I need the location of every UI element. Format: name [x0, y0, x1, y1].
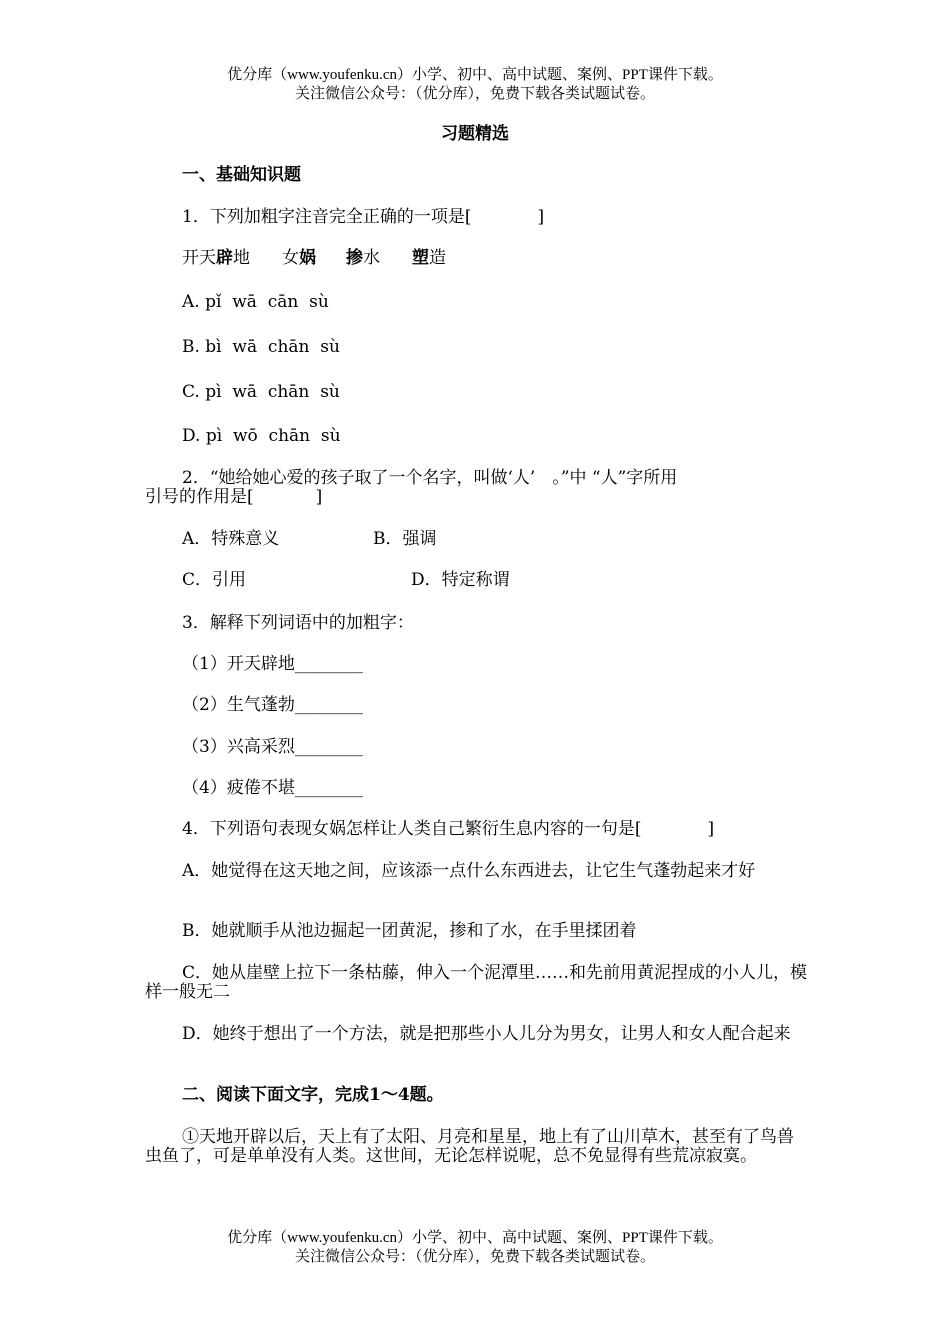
q3-item-2: （2）生气蓬勃________ [182, 695, 363, 715]
q1-word-4: 塑造 [412, 248, 446, 268]
q4-stem [182, 820, 714, 839]
q1-bracket-close: ] [537, 207, 545, 227]
q3-item-4: （4）疲倦不堪________ [182, 778, 363, 798]
q1-word-3: 掺水 [346, 248, 380, 268]
q1-stem-text: 1．下列加粗字注音完全正确的一项是[ [182, 207, 472, 227]
header-line-1: 优分库（www.youfenku.cn）小学、初中、高中试题、案例、PPT课件下载。 [227, 67, 723, 83]
q1-option-b: B. bì wā chān sù [182, 337, 340, 357]
q1-words [182, 249, 446, 268]
section-1-heading: 一、基础知识题 [182, 165, 301, 185]
reading-paragraph-1: ①天地开辟以后，天上有了太阳、月亮和星星，地上有了山川草木，甚至有了鸟兽虫鱼了，可是单单没有人类。这世间，无论怎样说呢，总不免显得有些荒凉寂寞。 [145, 1127, 794, 1166]
q2-stem-line-1: 2．“她给她心爱的孩子取了一个名字，叫做‘人’ 。”中 “人”字所用 [182, 468, 678, 488]
footer-line-2: 关注微信公众号：（优分库），免费下载各类试题试卷。 [294, 1249, 655, 1265]
q2-stem-line-2 [145, 488, 322, 507]
header-line-2: 关注微信公众号：（优分库），免费下载各类试题试卷。 [294, 86, 655, 102]
section-2-heading: 二、阅读下面文字，完成1～4题。 [182, 1085, 444, 1105]
q1-option-d: D. pì wō chān sù [182, 426, 341, 446]
q2-option-d: D．特定称谓 [411, 570, 510, 590]
q2-stem-text: 引号的作用是[ [145, 487, 254, 507]
q3-stem: 3．解释下列词语中的加粗字： [182, 613, 414, 633]
q2-option-b: B．强调 [373, 529, 437, 549]
q1-option-a: A. pǐ wā cān sù [182, 292, 329, 312]
q4-bracket-close: ] [707, 819, 715, 839]
q2-option-c: C．引用 [182, 570, 247, 590]
q1-stem [182, 208, 544, 227]
q2-option-a: A．特殊意义 [182, 529, 280, 549]
q4-option-d: D．她终于想出了一个方法，就是把那些小人儿分为男女，让男人和女人配合起来 [182, 1024, 791, 1044]
q4-option-c: C．她从崖壁上拉下一条枯藤，伸入一个泥潭里……和先前用黄泥捏成的小人儿，模样一般无二 [145, 963, 808, 1002]
q4-option-b: B．她就顺手从池边掘起一团黄泥，掺和了水，在手里揉团着 [182, 921, 637, 941]
q1-word-1: 开天辟地 [182, 248, 250, 268]
q4-stem-text: 4．下列语句表现女娲怎样让人类自己繁衍生息内容的一句是[ [182, 819, 642, 839]
footer-line-1: 优分库（www.youfenku.cn）小学、初中、高中试题、案例、PPT课件下载。 [227, 1230, 723, 1246]
q1-word-2: 女娲 [282, 248, 316, 268]
q1-option-c: C. pì wā chān sù [182, 382, 340, 402]
q4-option-a: A．她觉得在这天地之间，应该添一点什么东西进去，让它生气蓬勃起来才好 [182, 861, 756, 881]
page-title: 习题精选 [441, 124, 509, 144]
q2-bracket-close: ] [315, 487, 323, 507]
q3-item-1: （1）开天辟地________ [182, 654, 363, 674]
q3-item-3: （3）兴高采烈________ [182, 737, 363, 757]
